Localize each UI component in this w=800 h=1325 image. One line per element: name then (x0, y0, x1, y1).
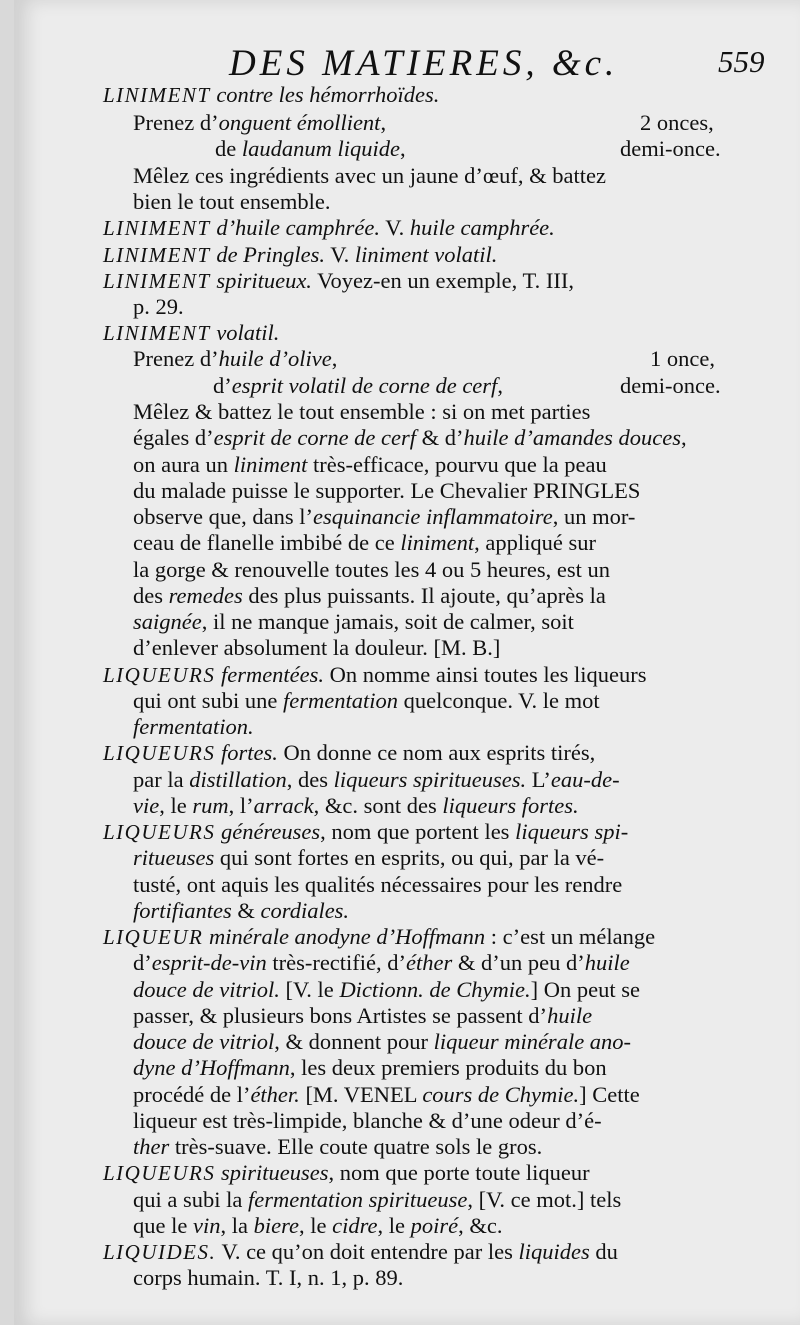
text-run: douce de vitriol. (133, 977, 280, 1002)
text-run: d’huile camphrée. (210, 215, 381, 240)
quantity-text: 2 onces, (640, 110, 714, 135)
text-run: huile (584, 950, 630, 975)
entry-heading: LINIMENT (103, 269, 211, 293)
text-run: très-efficace, pourvu que la peau (307, 452, 607, 477)
text-run: liniment volatil. (354, 242, 498, 267)
text-run: d’enlever absolument la douleur. [M. B.] (133, 635, 501, 660)
text-line (103, 213, 555, 243)
text-run: minérale anodyne d’Hoffmann (203, 924, 486, 949)
entry-heading: LIQUEURS (103, 741, 216, 765)
text-run: , &c. (458, 1213, 503, 1238)
entry-heading: LIQUEURS (103, 663, 216, 687)
text-run: très-rectifié, d’ (266, 950, 407, 975)
quantity-text: 1 once, (650, 346, 715, 371)
text-run: Mêlez ces ingrédients avec un jaune d’œuf, & battez (133, 163, 606, 188)
entry-heading: LINIMENT (103, 216, 211, 240)
text-run: procédé de l’ (133, 1082, 251, 1107)
text-line (103, 738, 595, 768)
text-run: que le (133, 1213, 193, 1238)
text-run: , il ne manque jamais, soit de calmer, soit (201, 609, 574, 634)
text-run: d’ (133, 950, 152, 975)
text-run: liqueur minérale ano- (433, 1029, 632, 1054)
text-run: de (215, 136, 242, 161)
text-run: arrack (253, 793, 314, 818)
text-run: égales d’ (133, 425, 214, 450)
text-run: huile d’amandes douces (463, 425, 681, 450)
text-run: , appliqué sur (474, 530, 596, 555)
text-run: p. 29. (133, 294, 184, 319)
text-run: remedes (168, 583, 243, 608)
text-run: Voyez-en un exemple, T. III, (311, 268, 574, 293)
text-run: , l’ (228, 793, 254, 818)
text-run: fermentées. (215, 662, 325, 687)
text-run: , nom que porte toute liqueur (328, 1160, 590, 1185)
text-run: spiritueux. (210, 268, 312, 293)
text-run: , (331, 346, 338, 371)
text-run: liqueur est très-limpide, blanche & d’une odeur d’é- (133, 1108, 602, 1133)
text-run: eau-de- (550, 767, 620, 792)
text-run: V. ce qu’on doit entendre par les (216, 1239, 519, 1264)
text-run: : c’est un mélange (485, 924, 656, 949)
entry-heading: LIQUIDES. (103, 1240, 217, 1264)
text-run: , le (159, 793, 193, 818)
text-run: , le (299, 1213, 333, 1238)
text-run: ceau de flanelle imbibé de ce (133, 530, 401, 555)
text-run: [V. le (279, 977, 340, 1002)
text-line (133, 633, 500, 663)
text-run: liquides (518, 1239, 590, 1264)
text-run: fermentation (283, 688, 398, 713)
header-title: DES MATIERES, &c. (229, 43, 619, 84)
text-run: Dictionn. de Chymie. (339, 977, 531, 1002)
text-run: On donne ce nom aux esprits tirés, (277, 740, 596, 765)
text-run: qui sont fortes en esprits, ou qui, par la vé- (214, 845, 605, 870)
text-run: esquinancie inflammatoire (312, 504, 553, 529)
text-run: rum (192, 793, 229, 818)
text-run: contre les hémorrhoïdes. (210, 82, 440, 107)
text-run: laudanum liquide (241, 136, 400, 161)
text-run: onguent émollient (218, 110, 381, 135)
text-run: d’ (213, 373, 232, 398)
text-run: du (589, 1239, 618, 1264)
text-run: , [V. ce mot.] tels (467, 1187, 622, 1212)
text-run: vin (192, 1213, 221, 1238)
text-run: cidre (332, 1213, 378, 1238)
text-line (133, 423, 687, 453)
text-run: bien le tout ensemble. (133, 189, 331, 214)
text-run: de Pringles. (210, 242, 326, 267)
text-run: Mêlez & battez le tout ensemble : si on met parties (133, 399, 591, 424)
text-run: des (133, 583, 169, 608)
entry-heading: LIQUEURS (103, 1161, 216, 1185)
text-run: douce de vitriol (133, 1029, 275, 1054)
text-run: , (497, 373, 503, 398)
text-run: liqueurs fortes. (442, 793, 579, 818)
text-run: du malade puisse le supporter. Le Chevalier PRINGLES (133, 478, 641, 503)
quantity-text: demi-once. (620, 136, 721, 161)
text-run: corps humain. T. I, n. 1, p. 89. (133, 1265, 404, 1290)
text-run: généreuses (215, 819, 321, 844)
entry-heading: LINIMENT (103, 321, 211, 345)
text-run: liqueurs spi- (515, 819, 629, 844)
text-run: liqueurs spiritueuses. (333, 767, 527, 792)
text-run: esprit de corne de cerf (213, 425, 417, 450)
text-run: fermentation spiritueuse (247, 1187, 468, 1212)
text-run: éther. (250, 1082, 300, 1107)
text-run: très-suave. Elle coute quatre sols le gros. (169, 1134, 543, 1159)
text-run: ] Cette (579, 1082, 640, 1107)
text-line (215, 134, 721, 164)
text-run: On nomme ainsi toutes les liqueurs (324, 662, 647, 687)
text-run: huile d’olive (218, 346, 332, 371)
text-run: , &c. sont des (313, 793, 443, 818)
text-run: & d’un peu d’ (452, 950, 585, 975)
entry-heading: LINIMENT (103, 83, 211, 107)
text-run: Prenez d’ (133, 346, 219, 371)
text-run: des plus puissants. Il ajoute, qu’après la (242, 583, 606, 608)
text-run: on aura un (133, 452, 234, 477)
text-run: quelconque. V. le mot (397, 688, 600, 713)
text-run: esprit-de-vin (151, 950, 267, 975)
text-run: ] On peut se (530, 977, 641, 1002)
text-line (133, 344, 715, 374)
text-run: volatil. (210, 320, 280, 345)
text-run: ther (133, 1134, 170, 1159)
entry-heading: LIQUEURS (103, 820, 216, 844)
text-run: huile (547, 1003, 593, 1028)
text-run: V. (380, 215, 410, 240)
text-run: biere (253, 1213, 300, 1238)
text-run: [M. VENEL (299, 1082, 423, 1107)
text-run: , (680, 425, 687, 450)
text-run: dyne d’Hoffmann (133, 1055, 290, 1080)
entry-heading: LIQUEUR (103, 925, 204, 949)
text-run: , le (377, 1213, 411, 1238)
text-run: cordiales. (260, 898, 350, 923)
text-run: fortes. (215, 740, 278, 765)
text-run: huile camphrée. (409, 215, 555, 240)
text-run: , les deux premiers produits du bon (289, 1055, 607, 1080)
text-run: fortifiantes (133, 898, 232, 923)
entry-heading: LINIMENT (103, 243, 211, 267)
text-line (133, 1053, 607, 1083)
text-run: qui a subi la (133, 1187, 248, 1212)
text-line (103, 1158, 590, 1188)
text-run: , nom que portent les (320, 819, 516, 844)
text-run: observe que, dans l’ (133, 504, 313, 529)
text-run: , (380, 110, 387, 135)
text-run: éther (406, 950, 453, 975)
text-run: poiré (410, 1213, 459, 1238)
text-run: vie (133, 793, 160, 818)
text-run: , la (220, 1213, 254, 1238)
text-run: V. (325, 242, 355, 267)
text-line (133, 528, 596, 558)
text-run: passer, & plusieurs bons Artistes se passent d’ (133, 1003, 548, 1028)
text-run: , un mor- (552, 504, 636, 529)
text-run: , des (286, 767, 334, 792)
text-run: spiritueuses (215, 1160, 329, 1185)
page-number: 559 (718, 44, 765, 79)
text-run: liniment (233, 452, 308, 477)
text-run: ritueuses (133, 845, 215, 870)
text-run: , & donnent pour (274, 1029, 434, 1054)
quantity-text: demi-once. (620, 373, 721, 398)
text-line (133, 843, 604, 873)
text-run: par la (133, 767, 190, 792)
text-run: , (400, 136, 406, 161)
text-run: tusté, ont aquis les qualités nécessaires pour les rendre (133, 872, 623, 897)
text-run: cours de Chymie. (422, 1082, 580, 1107)
text-line (133, 948, 630, 978)
text-run: Prenez d’ (133, 110, 219, 135)
text-run: esprit volatil de corne de cerf (231, 373, 498, 398)
text-run: & d’ (416, 425, 464, 450)
book-page (14, 0, 800, 1325)
text-line (103, 80, 439, 110)
text-run: saignée (133, 609, 202, 634)
text-run: qui ont subi une (133, 688, 283, 713)
text-line (133, 1263, 403, 1293)
text-run: fermentation. (133, 714, 254, 739)
text-run: la gorge & renouvelle toutes les 4 ou 5 heures, est un (133, 557, 610, 582)
text-run: distillation (189, 767, 287, 792)
text-run: liniment (400, 530, 475, 555)
text-run: L’ (526, 767, 551, 792)
text-run: & (231, 898, 261, 923)
